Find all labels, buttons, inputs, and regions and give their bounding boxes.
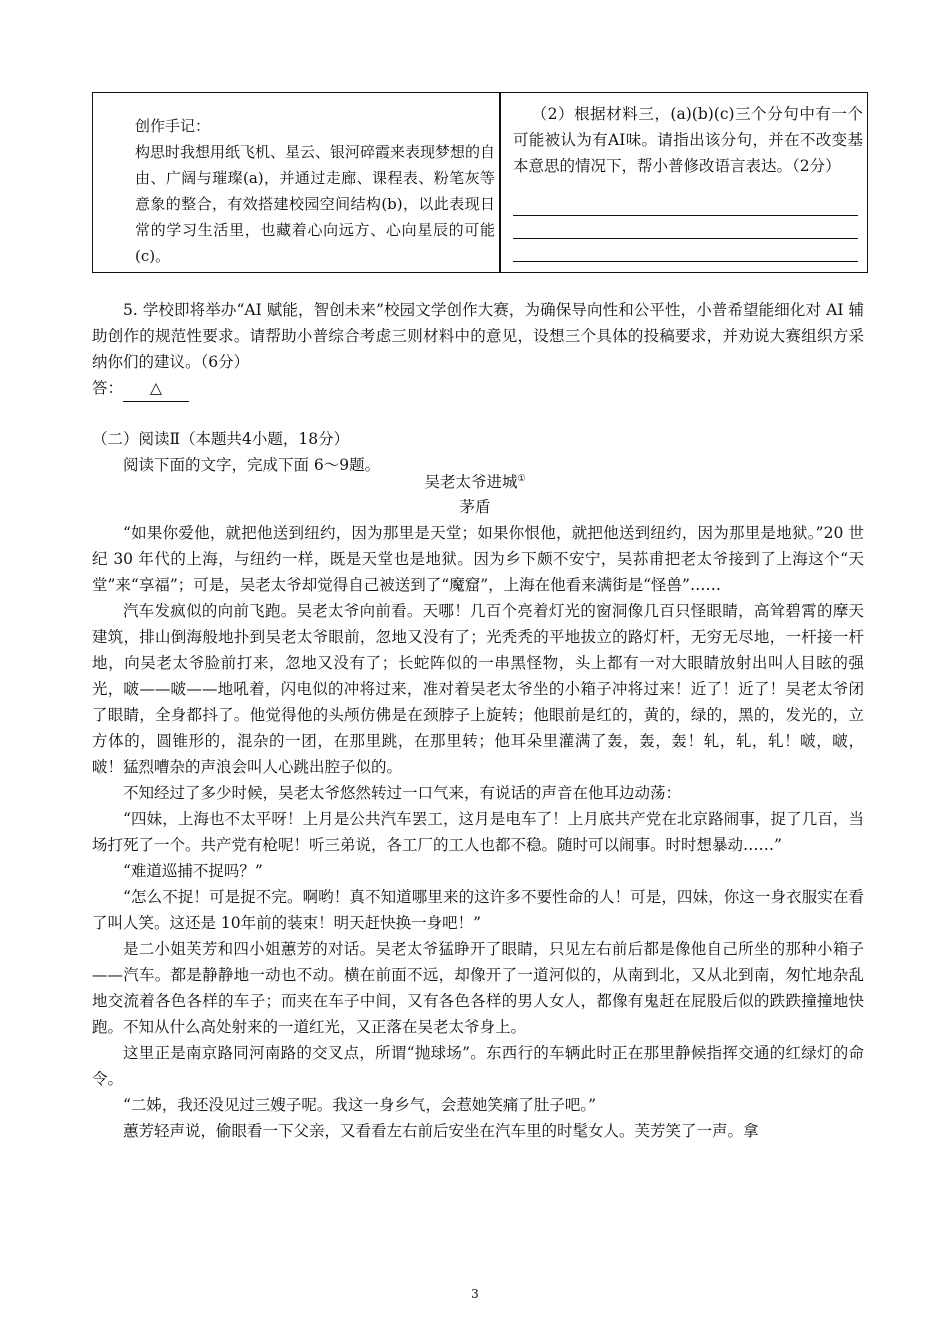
section-heading: （二）阅读Ⅱ（本题共4小题，18分） xyxy=(92,430,350,448)
article-paragraph: 是二小姐芙芳和四小姐蕙芳的对话。吴老太爷猛睁开了眼睛，只见左右前后都是像他自己所坐的那种小箱子——汽车。都是静静地一动也不动。横在前面不远，却像开了一道河似的，从南到北，又从北到南，匆忙地杂乱地交流着各色各样的车子；而夹在车子中间，又有各色各样的男人女人，都像有鬼赶在屁股后似的跌跌撞撞地快跑。不知从什么高处射来的一道红光，又正落在吴老太爷身上。 xyxy=(92,940,864,1036)
article-author: 茅盾 xyxy=(459,498,491,516)
creation-notes-body: 构思时我想用纸飞机、星云、银河碎霞来表现梦想的自由、广阔与璀璨(a)，并通过走廊、课程表、粉笔灰等意象的整合，有效搭建校园空间结构(b)，以此表现日常的学习生活里，也藏着心向远方、心向星辰的可能(c)。 xyxy=(135,143,496,265)
article-title: 吴老太爷进城 xyxy=(424,473,518,491)
article-paragraph: “难道巡捕不捉吗？” xyxy=(123,862,263,880)
question-5-text: 5. 学校即将举办“AI 赋能，智创未来”校园文学创作大赛，为确保导向性和公平性，小普希望能细化对 AI 辅助创作的规范性要求。请帮助小普综合考虑三则材料中的意见，设想三个具体的投稿要求，并劝说大赛组织方采纳你们的建议。（6分） xyxy=(92,301,864,371)
article-paragraph: 蕙芳轻声说，偷眼看一下父亲，又看看左右前后安坐在汽车里的时髦女人。芙芳笑了一声。拿 xyxy=(123,1122,759,1140)
question-5 xyxy=(92,297,864,402)
answer-line[interactable] xyxy=(513,238,858,239)
article-body xyxy=(92,520,864,1144)
question-table xyxy=(92,92,868,273)
question-2-text: （2）根据材料三，(a)(b)(c)三个分句中有一个可能被认为有AI味。请指出该分句，并在不改变基本意思的情况下，帮小普修改语言表达。（2分） xyxy=(513,105,863,175)
article-paragraph: 汽车发疯似的向前飞跑。吴老太爷向前看。天哪！几百个亮着灯光的窗洞像几百只怪眼睛，高耸碧霄的摩天建筑，排山倒海般地扑到吴老太爷眼前，忽地又没有了；光秃秃的平地拔立的路灯杆，无穷无尽地，一杆接一杆地，向吴老太爷脸前打来，忽地又没有了；长蛇阵似的一串黑怪物，头上都有一对大眼睛放射出叫人目眩的强光，啵——啵——地吼着，闪电似的冲将过来，准对着吴老太爷坐的小箱子冲将过来！近了！近了！吴老太爷闭了眼睛，全身都抖了。他觉得他的头颅仿佛是在颈脖子上旋转；他眼前是红的，黄的，绿的，黑的，发光的，立方体的，圆锥形的，混杂的一团，在那里跳，在那里转；他耳朵里灌满了轰，轰，轰！轧，轧，轧！啵，啵，啵！猛烈嘈杂的声浪会叫人心跳出腔子似的。 xyxy=(92,602,864,776)
article-paragraph: “如果你爱他，就把他送到纽约，因为那里是天堂；如果你恨他，就把他送到纽约，因为那里是地狱。”20 世纪 30 年代的上海，与纽约一样，既是天堂也是地狱。因为乡下颇不安宁，吴荪甫把老太爷接到了上海这个“天堂”来“享福”；可是，吴老太爷却觉得自己被送到了“魔窟”，上海在他看来满街是“怪兽”…… xyxy=(92,524,864,594)
answer-label: 答： xyxy=(92,379,124,397)
article-paragraph: “四妹，上海也不太平呀！上月是公共汽车罢工，这月是电车了！上月底共产党在北京路闹事，捉了几百，当场打死了一个。共产党有枪呢！听三弟说，各工厂的工人也都不稳。随时可以闹事。时时想暴动……” xyxy=(92,810,864,854)
triangle-mark: △ xyxy=(150,379,162,397)
article-paragraph: 不知经过了多少时候，吴老太爷悠然转过一口气来，有说话的声音在他耳边动荡： xyxy=(123,784,682,802)
table-divider xyxy=(499,93,501,272)
question-2 xyxy=(513,101,863,179)
answer-line[interactable] xyxy=(513,261,858,262)
article-paragraph: “二姊，我还没见过三嫂子呢。我这一身乡气，会惹她笑痛了肚子吧。” xyxy=(123,1096,597,1114)
section-instruction: 阅读下面的文字，完成下面 6～9题。 xyxy=(123,456,381,474)
article-title-row xyxy=(0,470,950,492)
creation-notes-heading: 创作手记： xyxy=(135,117,211,135)
page-number: 3 xyxy=(471,1287,479,1301)
creation-notes xyxy=(135,113,495,269)
answer-blank[interactable] xyxy=(123,375,189,402)
article-paragraph: “怎么不捉！可是捉不完。啊哟！真不知道哪里来的这许多不要性命的人！可是，四妹，你这一身衣服实在看了叫人笑。这还是 10年前的装束！明天赶快换一身吧！” xyxy=(92,888,864,932)
footnote-mark: ① xyxy=(517,473,526,484)
answer-line[interactable] xyxy=(513,215,858,216)
answer-row xyxy=(92,375,864,402)
article-paragraph: 这里正是南京路同河南路的交叉点，所谓“抛球场”。东西行的车辆此时正在那里静候指挥交通的红绿灯的命令。 xyxy=(92,1044,864,1088)
